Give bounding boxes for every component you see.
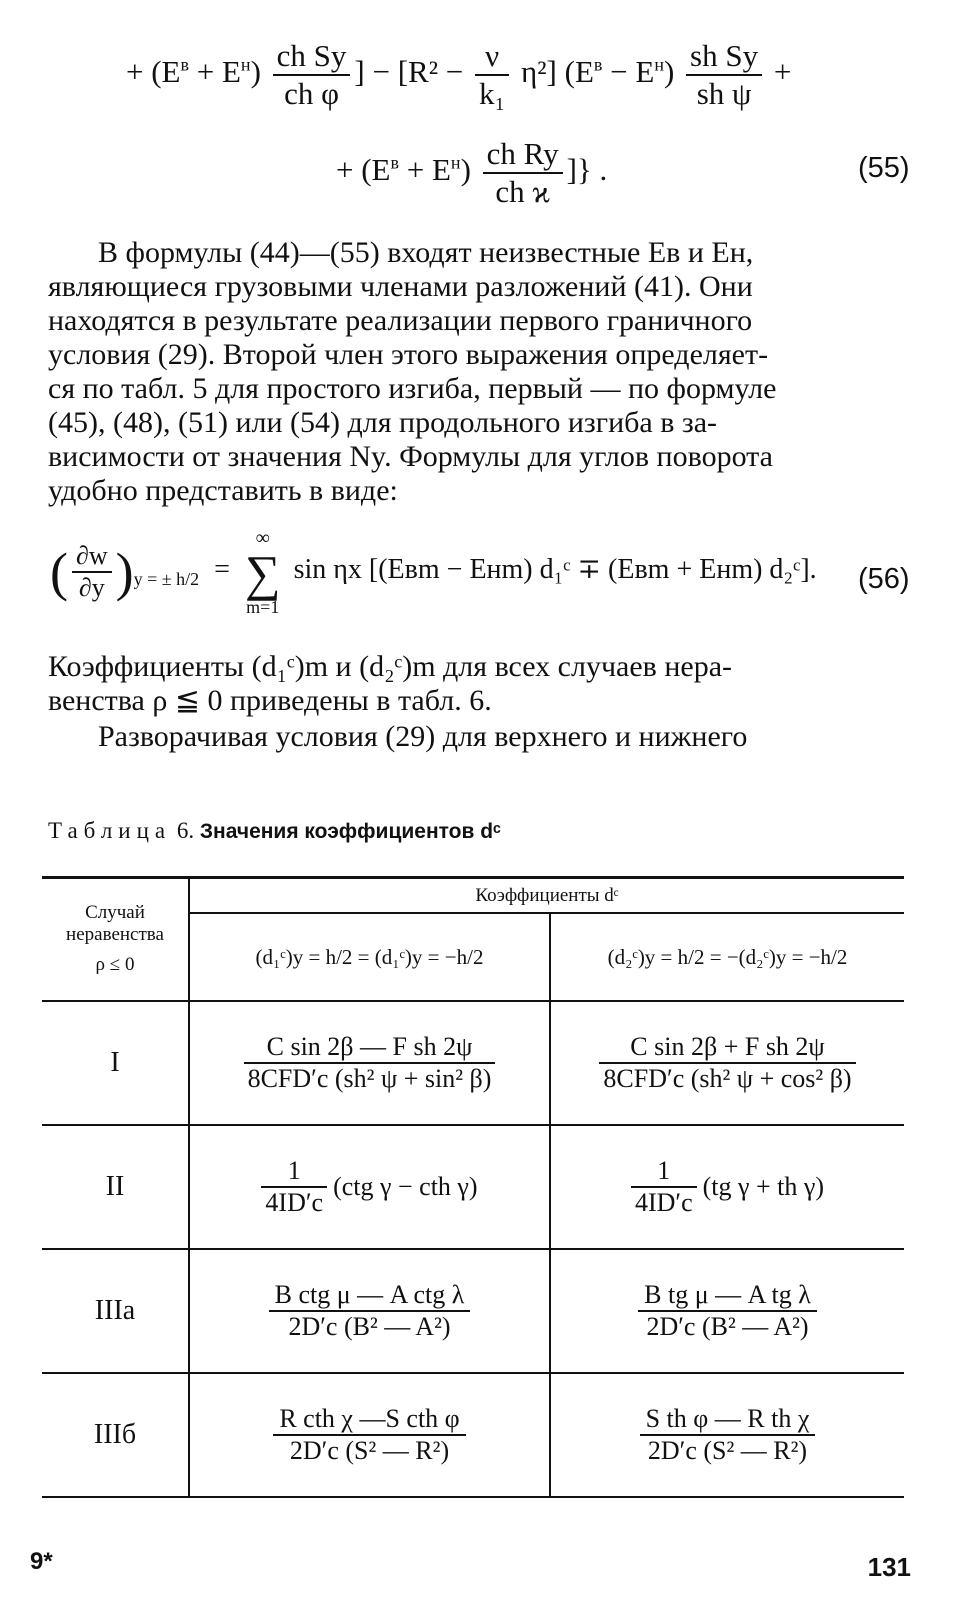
header-coefficients bbox=[190, 880, 904, 912]
frac-denominator: 2D′c (B² — A²) bbox=[646, 1312, 809, 1341]
frac-numerator: R cth χ —S cth φ bbox=[273, 1404, 465, 1436]
frac-numerator: 1 bbox=[631, 1156, 697, 1188]
equation-55-line-1 bbox=[126, 38, 791, 111]
cell-d1-coefficient bbox=[190, 1002, 549, 1124]
equation-number-56: (56) bbox=[858, 563, 910, 595]
header-d2-text: (d₂ᶜ)y = h/2 = −(d₂ᶜ)y = −h/2 bbox=[607, 944, 848, 969]
lhs-subscript: y = ± h/2 bbox=[133, 569, 200, 590]
sum-upper-limit: ∞ bbox=[255, 527, 270, 549]
fraction-ch-sy bbox=[273, 38, 351, 111]
eq56-body: sin ηx [(Eвm − Eнm) d₁ᶜ ∓ (Eвm + Eнm) d₂ᶜ]. bbox=[293, 554, 817, 586]
header-column-d2 bbox=[551, 914, 904, 1000]
coefficient-fraction bbox=[599, 1032, 855, 1094]
coefficient-fraction bbox=[269, 1280, 471, 1342]
frac-denominator: 8CFD′c (sh² ψ + cos² β) bbox=[603, 1064, 852, 1093]
frac-numerator: 1 bbox=[261, 1156, 327, 1188]
coefficient-tail: (ctg γ − cth γ) bbox=[333, 1172, 478, 1201]
caption-prefix: Таблица bbox=[48, 818, 172, 843]
coefficient-fraction bbox=[638, 1280, 817, 1342]
paragraph-line: Коэффициенты (d₁ᶜ)m и (d₂ᶜ)m для всех случаев нера- bbox=[48, 650, 733, 683]
header-d1-text: (d₁ᶜ)y = h/2 = (d₁ᶜ)y = −h/2 bbox=[255, 944, 484, 969]
eq55-l2-tail: ]} . bbox=[566, 151, 608, 187]
row-case-label: I bbox=[110, 1047, 120, 1078]
frac-numerator: S th φ — R th χ bbox=[640, 1404, 816, 1436]
superscript-upper: в bbox=[390, 152, 399, 173]
frac-numerator: sh Sy bbox=[686, 38, 762, 76]
fraction-sh-sy bbox=[686, 38, 762, 111]
paragraph-1 bbox=[48, 236, 914, 508]
cell-d2-coefficient bbox=[551, 1002, 904, 1124]
coefficient-fraction bbox=[273, 1404, 465, 1466]
frac-denominator: sh ψ bbox=[696, 75, 752, 111]
frac-denominator: 8CFD′c (sh² ψ + sin² β) bbox=[247, 1064, 492, 1093]
coefficient-fraction bbox=[244, 1032, 496, 1094]
eq55-plus: + E bbox=[189, 53, 241, 89]
summation bbox=[245, 528, 281, 616]
cell-d2-coefficient bbox=[551, 1126, 904, 1248]
fraction-nu-k1 bbox=[475, 38, 509, 111]
eq55-close: ) bbox=[250, 53, 261, 89]
table-top-rule bbox=[42, 876, 904, 879]
eq55-mid: ] − [R² − bbox=[354, 53, 471, 89]
paren-open: ( bbox=[50, 542, 68, 602]
paragraph-line: венства ρ ≦ 0 приведены в табл. 6. bbox=[48, 684, 492, 717]
header-case bbox=[42, 880, 188, 998]
paren-close: ) bbox=[115, 542, 134, 602]
equation-55-line-2 bbox=[336, 136, 607, 209]
frac-numerator: ch Ry bbox=[483, 136, 563, 174]
paragraph-2 bbox=[48, 650, 914, 718]
superscript-lower: н bbox=[240, 54, 251, 75]
frac-numerator: C sin 2β — F sh 2ψ bbox=[244, 1032, 496, 1064]
paragraph-line: висимости от значения Ny. Формулы для углов поворота bbox=[48, 440, 773, 473]
frac-denominator: k₁ bbox=[478, 75, 506, 111]
superscript-lower: н bbox=[450, 152, 461, 173]
frac-denominator: ch φ bbox=[284, 75, 339, 111]
paragraph-line: В формулы (44)—(55) входят неизвестные Eв и Eн, bbox=[98, 236, 754, 269]
frac-numerator: C sin 2β + F sh 2ψ bbox=[599, 1032, 855, 1064]
superscript-lower: н bbox=[654, 54, 664, 75]
paragraph-line: Разворачивая условия (29) для верхнего и нижнего bbox=[98, 720, 748, 753]
eq55-mid2: η²] (E bbox=[513, 53, 594, 89]
eq55-lead: + (E bbox=[126, 53, 181, 89]
superscript-upper: в bbox=[593, 54, 603, 75]
paragraph-3 bbox=[48, 720, 914, 754]
eq55-l2-close: ) bbox=[460, 151, 471, 187]
frac-numerator: B ctg μ — A ctg λ bbox=[269, 1280, 471, 1312]
frac-numerator: ν bbox=[475, 38, 509, 76]
frac-denominator: 4ID′c bbox=[634, 1188, 693, 1217]
row-case-label: IIIб bbox=[93, 1419, 137, 1450]
paragraph-line: являющиеся грузовыми членами разложений (41). Они bbox=[48, 270, 753, 303]
paragraph-line: находятся в результате реализации первого граничного bbox=[48, 304, 753, 337]
table-bottom-rule bbox=[42, 1496, 904, 1498]
header-column-d1 bbox=[190, 914, 549, 1000]
coefficient-fraction bbox=[640, 1404, 816, 1466]
coefficient-fraction bbox=[631, 1156, 697, 1218]
cell-d2-coefficient bbox=[551, 1250, 904, 1372]
header-case-line: неравенства bbox=[66, 924, 164, 945]
coefficient-tail: (tg γ + th γ) bbox=[702, 1172, 825, 1201]
equation-56 bbox=[50, 528, 817, 616]
paragraph-line: ся по табл. 5 для простого изгиба, первый — по формуле bbox=[48, 372, 777, 405]
paragraph-line: удобно представить в виде: bbox=[48, 474, 398, 507]
sum-symbol: ∑ bbox=[244, 545, 281, 601]
caption-number: 6. bbox=[176, 818, 195, 843]
frac-denominator: ∂y bbox=[78, 573, 105, 602]
sum-lower-limit: m=1 bbox=[246, 597, 280, 617]
frac-numerator: B tg μ — A tg λ bbox=[638, 1280, 817, 1312]
header-case-line: Случай bbox=[85, 902, 145, 923]
fraction-ch-ry bbox=[483, 136, 563, 209]
eq55-minus: − E bbox=[602, 53, 655, 89]
cell-d1-coefficient bbox=[190, 1126, 549, 1248]
paragraph-line: (45), (48), (51) или (54) для продольного изгиба в за- bbox=[48, 406, 718, 439]
frac-numerator: ∂w bbox=[72, 541, 112, 573]
frac-denominator: 2D′c (S² — R²) bbox=[647, 1436, 808, 1465]
cell-d1-coefficient bbox=[190, 1374, 549, 1496]
cell-d1-coefficient bbox=[190, 1250, 549, 1372]
caption-title: Значения коэффициентов dᶜ bbox=[199, 820, 502, 843]
frac-denominator: 2D′c (B² — A²) bbox=[288, 1312, 451, 1341]
superscript-upper: в bbox=[180, 54, 189, 75]
table-caption bbox=[48, 818, 501, 844]
frac-denominator: 2D′c (S² — R²) bbox=[289, 1436, 450, 1465]
eq55-l2-lead: + (E bbox=[336, 151, 391, 187]
header-coefficients-label: Коэффициенты dᶜ bbox=[475, 885, 619, 906]
signature-mark: 9* bbox=[30, 1548, 53, 1575]
fraction-dw-dy bbox=[72, 541, 112, 603]
cell-d2-coefficient bbox=[551, 1374, 904, 1496]
frac-numerator: ch Sy bbox=[273, 38, 351, 76]
frac-denominator: ch ϰ bbox=[495, 173, 550, 209]
eq55-close2: ) bbox=[663, 53, 675, 89]
eq55-l2-plus: + E bbox=[399, 151, 451, 187]
equation-number-55: (55) bbox=[858, 152, 910, 184]
frac-denominator: 4ID′c bbox=[265, 1188, 324, 1217]
equals-sign: = bbox=[214, 554, 230, 586]
header-case-line: ρ ≤ 0 bbox=[95, 954, 135, 975]
coefficient-fraction bbox=[261, 1156, 327, 1218]
row-case-label: IIIa bbox=[94, 1295, 136, 1326]
paragraph-line: условия (29). Второй член этого выражения определяет- bbox=[48, 338, 769, 371]
row-case-label: II bbox=[105, 1171, 125, 1202]
eq55-tail: + bbox=[766, 53, 792, 89]
page-number: 131 bbox=[867, 1552, 911, 1582]
